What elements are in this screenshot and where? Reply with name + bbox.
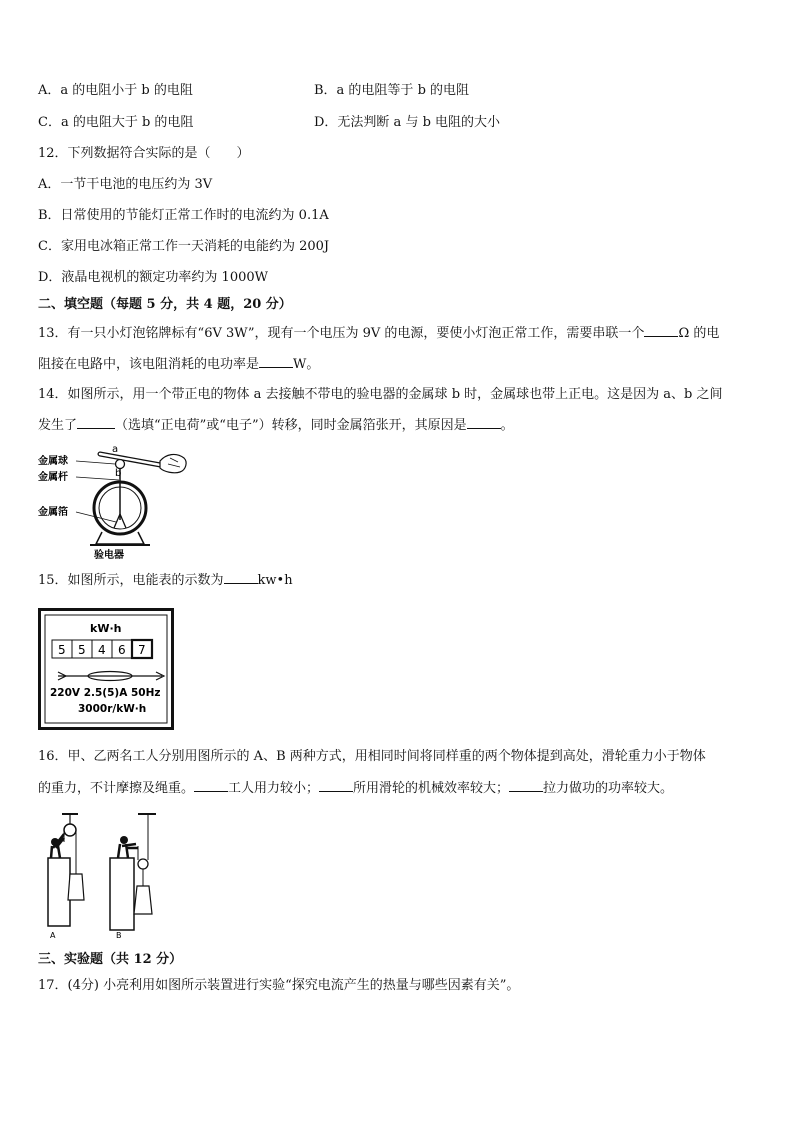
meter-digit: 6: [118, 643, 126, 657]
q15-blank[interactable]: [224, 571, 258, 584]
q16-blank-3[interactable]: [509, 779, 543, 792]
q12-option-d: D．液晶电视机的额定功率约为 1000W: [38, 270, 269, 285]
q13-text-4: W。: [293, 357, 320, 372]
label-A: A: [50, 931, 56, 940]
q16-text-4: 拉力做功的功率较大。: [543, 781, 674, 796]
meter-spec-1: 220V 2.5(5)A 50Hz: [50, 687, 161, 699]
q14-text-3: 。: [500, 418, 514, 433]
q14-line2: [38, 416, 514, 435]
q13-blank-2[interactable]: [259, 355, 293, 368]
q11-option-d: D．无法判断 a 与 b 电阻的大小: [314, 115, 501, 130]
q12-option-a: A．一节干电池的电压约为 3V: [38, 177, 213, 192]
q16-text-1: 的重力，不计摩擦及绳重。: [38, 781, 195, 796]
q14-blank-1[interactable]: [77, 416, 115, 429]
q13-line2: [38, 355, 319, 374]
q16-line2: [38, 779, 673, 798]
section3-title: 三、实验题（共 12 分）: [38, 952, 183, 967]
meter-digit: 5: [78, 643, 86, 657]
q13-text-2: Ω 的电: [678, 326, 720, 341]
q14-text-2: （选填“正电荷”或“电子”）转移，同时金属箔张开，其原因是: [115, 418, 467, 433]
label-B: B: [116, 931, 122, 940]
q16-text-3: 所用滑轮的机械效率较大；: [353, 781, 510, 796]
section2-title: 二、填空题（每题 5 分，共 4 题，20 分）: [38, 297, 292, 312]
label-b: b: [115, 468, 122, 479]
meter-digit: 7: [138, 643, 146, 657]
q12-option-c: C．家用电冰箱正常工作一天消耗的电能约为 200J: [38, 239, 330, 254]
meter-digits: [52, 640, 152, 658]
q13-text-1: 13．有一只小灯泡铭牌标有“6V 3W”，现有一个电压为 9V 的电源，要使小灯泡正常工作，需要串联一个: [38, 326, 645, 341]
electric-meter-figure: [38, 608, 174, 730]
label-metal-ball: 金属球: [38, 456, 68, 467]
q11-option-a: A．a 的电阻小于 b 的电阻: [38, 83, 193, 98]
pulley-figure: [40, 812, 170, 942]
q15-text-1: 15．如图所示，电能表的示数为: [38, 573, 224, 588]
meter-unit: kW·h: [90, 622, 122, 635]
electroscope-figure: [38, 442, 198, 560]
q13-blank-1[interactable]: [644, 324, 678, 337]
q16-line1: 16．甲、乙两名工人分别用图所示的 A、B 两种方式，用相同时间将同样重的两个物体提到高处，滑轮重力小于物体: [38, 749, 706, 764]
q11-option-b: B．a 的电阻等于 b 的电阻: [314, 83, 470, 98]
q14-line1: 14．如图所示，用一个带正电的物体 a 去接触不带电的验电器的金属球 b 时，金属球也带上正电。这是因为 a、b 之间: [38, 387, 723, 402]
q16-blank-2[interactable]: [319, 779, 353, 792]
meter-digit: 4: [98, 643, 106, 657]
q14-blank-2[interactable]: [467, 416, 501, 429]
q17-stem: 17．(4分) 小亮利用如图所示装置进行实验“探究电流产生的热量与哪些因素有关”。: [38, 978, 520, 993]
q16-text-2: 工人用力较小；: [228, 781, 320, 796]
label-a: a: [112, 444, 119, 455]
q13-line1: [38, 324, 719, 343]
meter-digit: 5: [58, 643, 66, 657]
label-metal-rod: 金属杆: [38, 472, 68, 483]
q12-option-b: B．日常使用的节能灯正常工作时的电流约为 0.1A: [38, 208, 329, 223]
q15-text-2: kw•h: [257, 573, 293, 588]
q14-text-1: 发生了: [38, 418, 78, 433]
q15-stem: [38, 571, 293, 590]
q11-option-c: C．a 的电阻大于 b 的电阻: [38, 115, 194, 130]
label-metal-foil: 金属箔: [38, 507, 68, 518]
q12-stem: 12．下列数据符合实际的是（ ）: [38, 146, 250, 161]
meter-spec-2: 3000r/kW·h: [78, 703, 147, 715]
electroscope-caption: 验电器: [94, 550, 124, 560]
q13-text-3: 阻接在电路中，该电阻消耗的电功率是: [38, 357, 260, 372]
q16-blank-1[interactable]: [194, 779, 228, 792]
